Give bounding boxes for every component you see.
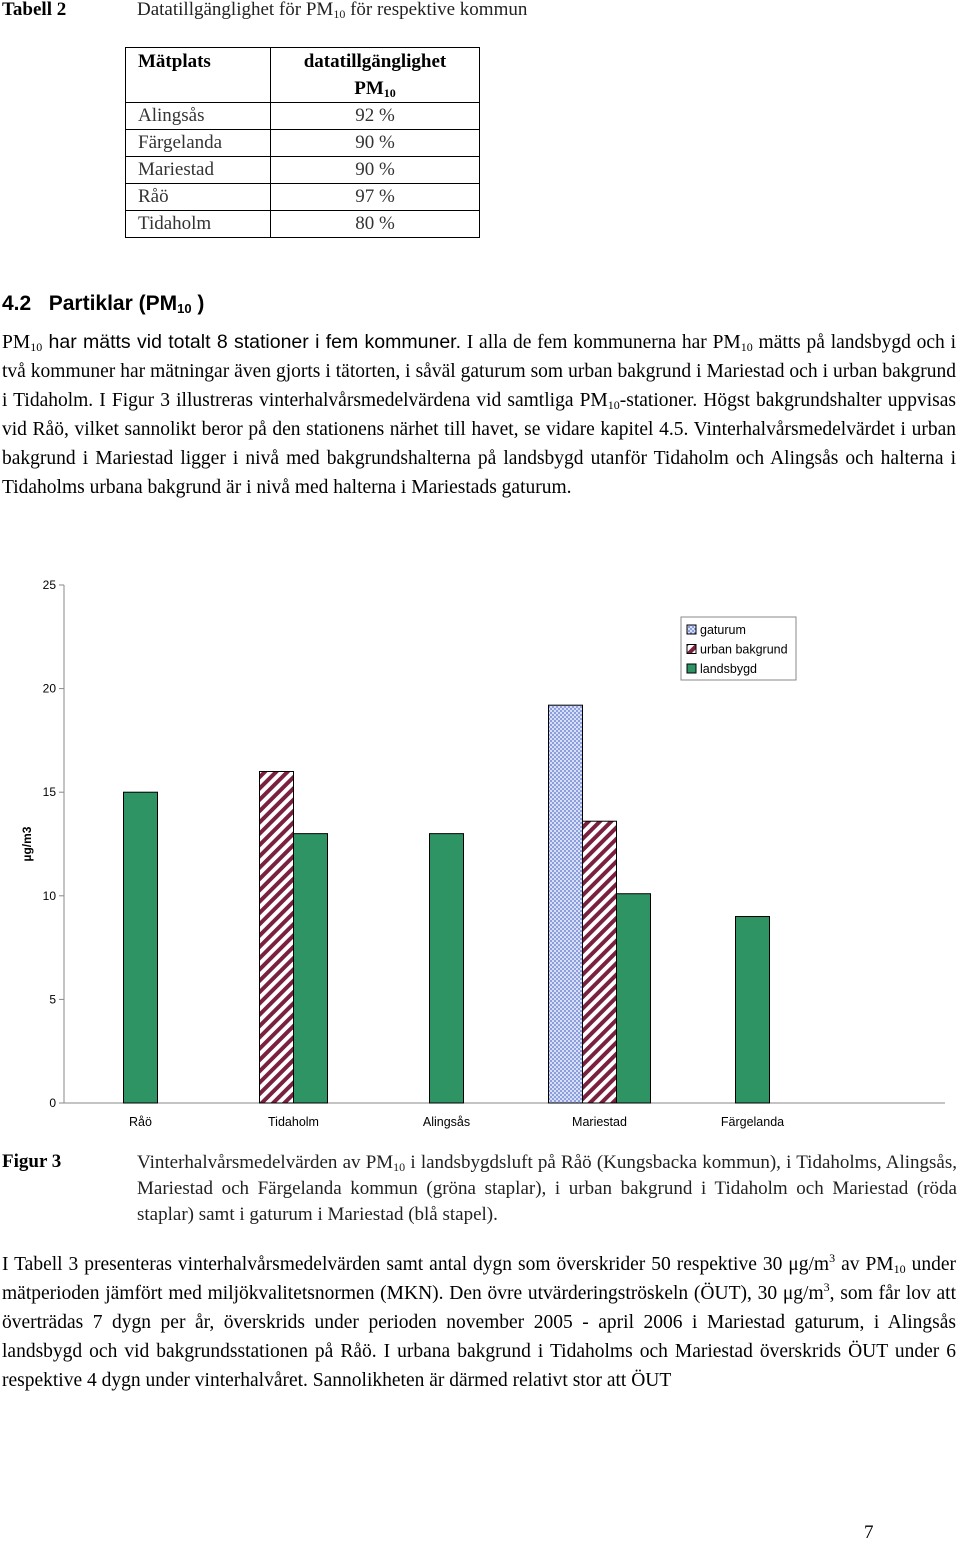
x-tick-label: Råö	[129, 1115, 152, 1129]
page-number: 7	[864, 1522, 874, 1543]
table-caption: Datatillgänglighet för $PM_{10}$ för respektive kommun	[137, 0, 528, 21]
x-tick-label: Färgelanda	[720, 1115, 785, 1129]
bar-landsbygd	[124, 792, 158, 1103]
paragraph-intro: $PM_{10}$ har mätts vid totalt 8 stationer i fem kommuner. I alla de fem kommunerna har $PM_{10}$ mätts på landsbygd och i två kommuner har mätningar även gjorts i tätorten, i såväl gaturum som urban bakgrund i Mariestad och i urban bakgrund i Tidaholm. I Figur 3 illustreras vinterhalvårsmedelvärdena vid samtliga $PM_{10}$-stationer. Högst bakgrundshalter uppvisas vid Råö, vilket sannolikt beror på den stationens närhet till havet, se vidare kapitel 4.5. Vinterhalvårsmedelvärdet i urban bakgrund i Mariestad ligger i nivå med bakgrundshalterna på landsbygd utanför Tidaholm och Alingsås och halterna i Tidaholms urbana bakgrund är i nivå med halterna i Mariestads gaturum.	[2, 331, 956, 498]
legend-label: urban bakgrund	[700, 642, 788, 657]
legend-swatch	[687, 664, 696, 673]
paragraph-table3: I Tabell 3 presenteras vinterhalvårsmedelvärden samt antal dygn som överskrider 50 respektive 30 $\mu g/m^3$ av $PM_{10}$ under mätperioden jämfört med miljökvalitetsnormen (MKN). Den övre utvärderingströskeln (ÖUT), 30 $\mu g/m^3$, som får lov att överträdas 7 dygn per år, överskrids under perioden november 2005 - april 2006 i Mariestad gaturum, i Alingsås landsbygd och vid bakgrundsstationen på Råö. I urbana bakgrund i Tidaholms och Mariestad överskrids ÖUT under 6 respektive 4 dygn under vinterhalvåret. Sannolikheten är därmed relativt stor att ÖUT	[2, 1251, 956, 1391]
bar-landsbygd	[430, 834, 464, 1103]
y-axis-label: µg/m3	[20, 826, 34, 862]
y-tick-label: 0	[49, 1096, 56, 1110]
bar-gaturum	[549, 705, 583, 1103]
table-row	[126, 157, 480, 184]
bar-landsbygd	[617, 894, 651, 1103]
table-row	[126, 184, 480, 211]
table-label: Tabell 2	[2, 0, 67, 20]
table-row	[126, 211, 480, 238]
site-cell: Mariestad	[126, 157, 271, 184]
y-tick-label: 25	[42, 578, 56, 592]
bar-urban-bakgrund	[583, 821, 617, 1103]
table-row	[126, 103, 480, 130]
header-availability: datatillgänglighet $PM_{10}$	[271, 48, 480, 103]
section-heading: 4.2 Partiklar ($PM_{10}$ )	[2, 292, 205, 316]
figure-caption: Vinterhalvårsmedelvärden av $PM_{10}$ i landsbygdsluft på Råö (Kungsbacka kommun), i Tidaholms, Alingsås, Mariestad och Färgelanda kommun (gröna staplar), i urban bakgrund i Tidaholm och Mariestad (röda staplar) samt i gaturum i Mariestad (blå stapel).	[137, 1152, 957, 1225]
x-tick-label: Mariestad	[572, 1115, 627, 1129]
availability-table	[125, 47, 480, 238]
chart-legend	[681, 617, 796, 680]
value-cell: 90 %	[271, 157, 480, 184]
chart-axes	[20, 578, 945, 1129]
figure-label: Figur 3	[2, 1151, 62, 1172]
y-tick-label: 10	[42, 888, 56, 903]
site-cell: Alingsås	[126, 103, 271, 130]
y-tick-label: 20	[42, 681, 56, 696]
bar-landsbygd	[736, 917, 770, 1103]
value-cell: 90 %	[271, 130, 480, 157]
table-header-row	[126, 48, 480, 103]
table-row	[126, 130, 480, 157]
value-cell: 80 %	[271, 211, 480, 238]
site-cell: Tidaholm	[126, 211, 271, 238]
x-tick-label: Alingsås	[422, 1115, 471, 1129]
y-tick-label: 15	[42, 785, 56, 800]
chart-bars	[124, 705, 770, 1103]
bar-urban-bakgrund	[260, 771, 294, 1103]
value-cell: 92 %	[271, 103, 480, 130]
site-cell: Färgelanda	[126, 130, 271, 157]
legend-swatch	[687, 645, 696, 654]
legend-label: gaturum	[700, 623, 746, 637]
value-cell: 97 %	[271, 184, 480, 211]
x-tick-label: Tidaholm	[268, 1115, 319, 1129]
site-cell: Råö	[126, 184, 271, 211]
pm10-bar-chart	[0, 570, 960, 1140]
legend-swatch	[687, 625, 696, 634]
y-tick-label: 5	[49, 992, 56, 1007]
legend-label: landsbygd	[700, 662, 757, 676]
header-site: Mätplats	[126, 48, 271, 103]
bar-landsbygd	[294, 834, 328, 1103]
